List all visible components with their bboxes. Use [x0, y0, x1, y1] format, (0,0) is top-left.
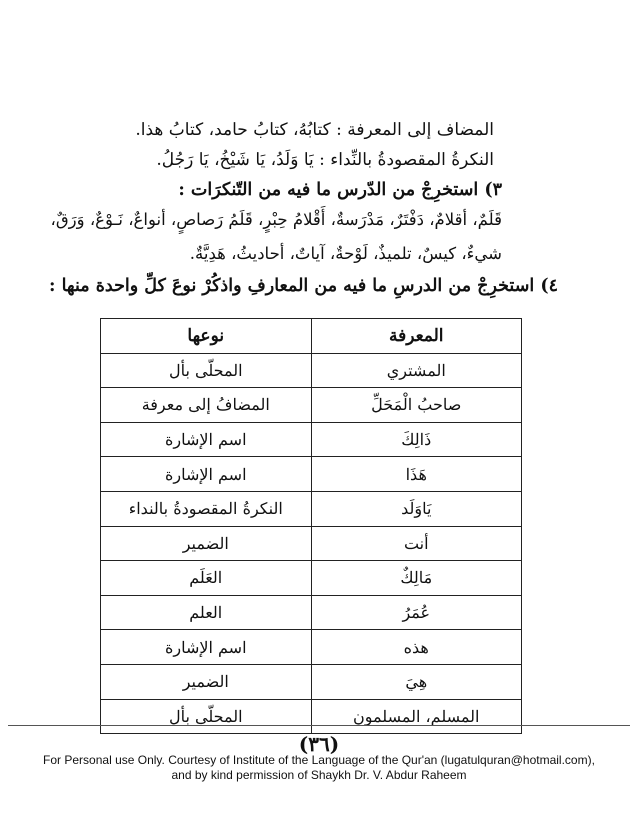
cell-type: المحلّى بأل: [101, 353, 312, 388]
cell-noun: هذه: [311, 630, 522, 665]
table-row: [101, 561, 522, 596]
cell-noun: عُمَرُ: [311, 595, 522, 630]
cell-type: اسم الإشارة: [101, 630, 312, 665]
table-row: [101, 526, 522, 561]
exercise-3-heading: ٣) استخرِجْ من الدّرس ما فيه من التّنكرَات :: [178, 180, 502, 200]
cell-type: المحلّى بأل: [101, 699, 312, 734]
cell-type: العَلَم: [101, 561, 312, 596]
cell-type: اسم الإشارة: [101, 422, 312, 457]
table-row: [101, 422, 522, 457]
cell-noun: هَذَا: [311, 457, 522, 492]
cell-type: العلم: [101, 595, 312, 630]
exercise-3-words-line-1: قَلَمٌ، أقلامٌ، دَفْتَرٌ، مَدْرَسةٌ، أَقْلامُ حِبْرٍ، قَلَمُ رَصاصٍ، أنواعٌ، نَـوْعٌ، وَرَقٌ،: [50, 210, 502, 229]
footer-credit-line-2: and by kind permission of Shaykh Dr. V. Abdur Raheem: [171, 768, 467, 782]
table-row: [101, 353, 522, 388]
exercise-3-words-line-2: شيءٌ، كيسٌ، تلميذٌ، لَوْحةٌ، آياتٌ، أحاديثُ، هَدِيَّةٌ.: [189, 244, 502, 263]
cell-noun: أنت: [311, 526, 522, 561]
table-row: [101, 595, 522, 630]
column-header-definite-noun: المعرفة: [311, 319, 522, 354]
table-row: [101, 491, 522, 526]
footer-credit-line-1: For Personal use Only. Courtesy of Institute of the Language of the Qur'an (lugatulquran@hotmail.com),: [43, 753, 595, 767]
page-number: (٣٦): [298, 732, 340, 756]
definite-nouns-table: [100, 318, 522, 734]
cell-noun: مَالِكٌ: [311, 561, 522, 596]
table-header-row: [101, 319, 522, 354]
example-line-vocative: النكرةُ المقصودةُ بالنِّداء : يَا وَلَدُ، يَا شَيْخُ، يَا رَجُلُ.: [156, 150, 494, 170]
cell-noun: هِيَ: [311, 664, 522, 699]
table-row: [101, 664, 522, 699]
cell-noun: ذَالِكَ: [311, 422, 522, 457]
table-row: [101, 699, 522, 734]
table-row: [101, 388, 522, 423]
table-row: [101, 457, 522, 492]
cell-type: الضمير: [101, 526, 312, 561]
cell-type: المضافُ إلى معرفة: [101, 388, 312, 423]
cell-noun: المشتري: [311, 353, 522, 388]
example-line-idafa: المضاف إلى المعرفة : كتابُهُ، كتابُ حامد، كتابُ هذا.: [135, 120, 494, 140]
cell-type: اسم الإشارة: [101, 457, 312, 492]
cell-noun: المسلم، المسلمون: [311, 699, 522, 734]
cell-type: الضمير: [101, 664, 312, 699]
footer-divider: [8, 725, 630, 726]
cell-type: النكرةُ المقصودةُ بالنداء: [101, 491, 312, 526]
cell-noun: صاحبُ الْمَحَلِّ: [311, 388, 522, 423]
table-row: [101, 630, 522, 665]
column-header-type: نوعها: [101, 319, 312, 354]
cell-noun: يَاوَلَد: [311, 491, 522, 526]
exercise-4-heading: ٤) استخرِجْ من الدرسِ ما فيه من المعارفِ واذكُرْ نوعَ كلِّ واحدة منها :: [49, 276, 558, 296]
